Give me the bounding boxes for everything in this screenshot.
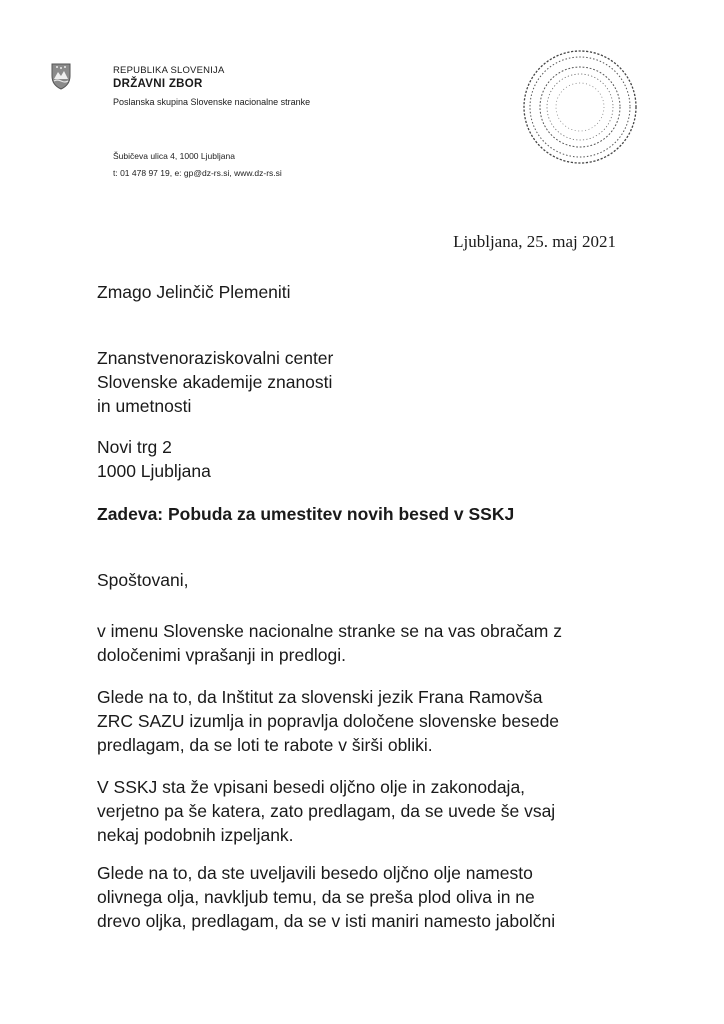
letter-date: Ljubljana, 25. maj 2021 [453,232,616,251]
organization-line: Znanstvenoraziskovalni center [97,348,334,368]
sender-street: Šubičeva ulica 4, 1000 Ljubljana [113,151,235,161]
paragraph [97,685,617,757]
institution-name: DRŽAVNI ZBOR [113,78,203,90]
paragraph-line: predlagam, da se loti te rabote v širši obliki. [97,735,433,755]
paragraph-line: V SSKJ sta že vpisani besedi oljčno olje in zakonodaja, [97,777,526,797]
country-name: REPUBLIKA SLOVENIJA [113,65,225,76]
greeting: Spoštovani, [97,570,189,590]
organization-line: Slovenske akademije znanosti [97,372,333,392]
paragraph-line: Glede na to, da Inštitut za slovenski jezik Frana Ramovša [97,687,543,707]
recipient-address [97,435,617,483]
letterhead [113,65,310,109]
paragraph-line: Glede na to, da ste uveljavili besedo oljčno olje namesto [97,863,533,883]
address-line: 1000 Ljubljana [97,461,211,481]
paragraph-line: olivnega olja, navkljub temu, da se preša plod oliva in ne [97,887,535,907]
address-line: Novi trg 2 [97,437,172,457]
paragraph [97,619,617,667]
paragraph-line: verjetno pa še katera, zato predlagam, da se uvede še vsaj [97,801,556,821]
sender-contact: t: 01 478 97 19, e: gp@dz-rs.si, www.dz-rs.si [113,168,282,178]
paragraph [97,861,617,933]
recipient-organization [97,346,617,418]
paragraph-line: ZRC SAZU izumlja in popravlja določene slovenske besede [97,711,560,731]
paragraph-line: drevo oljka, predlagam, da se v isti maniri namesto jabolčni [97,911,556,931]
paragraph-line: nekaj podobnih izpeljank. [97,825,294,845]
paragraph-line: določenimi vprašanji in predlogi. [97,645,347,665]
letter-subject: Zadeva: Pobuda za umestitev novih besed v SSKJ [97,504,515,524]
coat-of-arms-icon [50,62,72,90]
recipient-name: Zmago Jelinčič Plemeniti [97,282,291,302]
paragraph [97,775,617,847]
organization-line: in umetnosti [97,396,192,416]
paragraph-line: v imenu Slovenske nacionalne stranke se na vas obračam z [97,621,562,641]
official-seal-icon [518,45,642,169]
parliamentary-group-name: Poslanska skupina Slovenske nacionalne stranke [113,97,311,107]
sender-address [113,148,282,182]
